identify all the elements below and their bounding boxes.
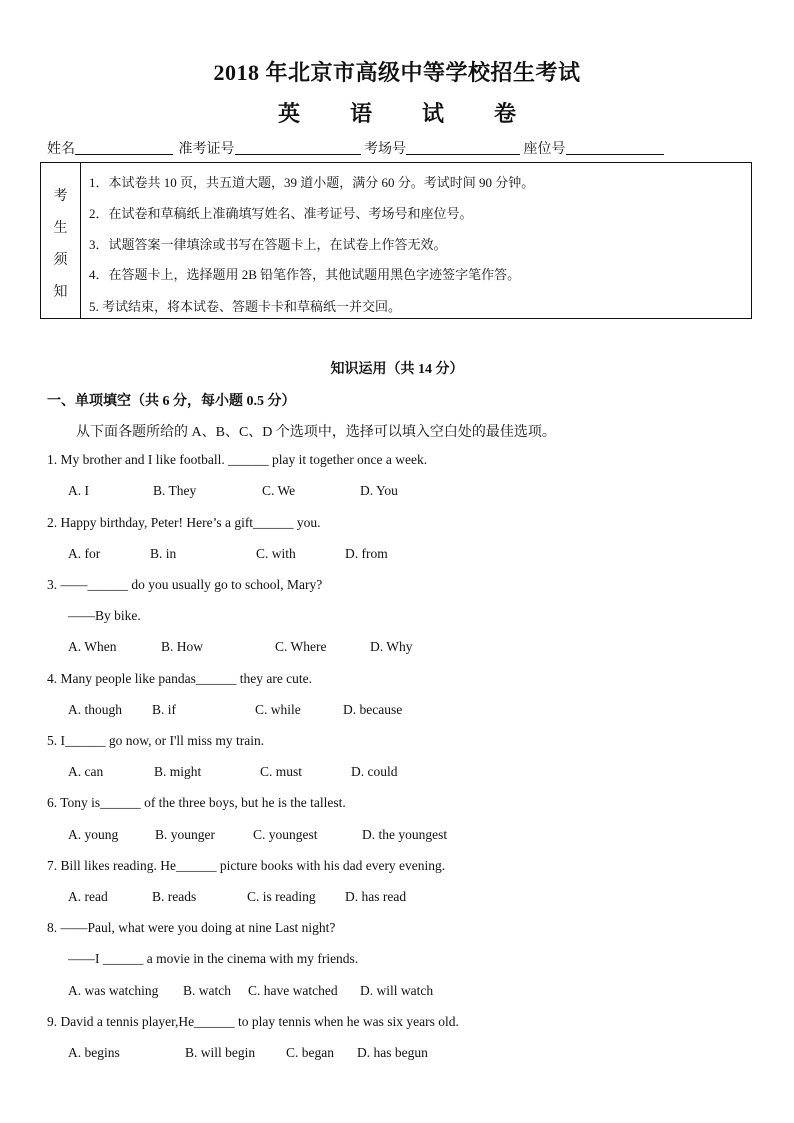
option-a: A. for: [68, 546, 101, 561]
option-a: A. When: [68, 639, 117, 654]
option-d: D. You: [360, 483, 398, 498]
question-stem: 3. ——______ do you usually go to school, Mary?: [47, 577, 323, 592]
option-c: C. We: [262, 483, 296, 498]
option-a: A. can: [68, 764, 104, 779]
notice-line: 4．在答题卡上，选择题用 2B 铅笔作答，其他试题用黑色字迹签字笔作答。: [89, 267, 521, 282]
option-b: B. How: [161, 639, 204, 654]
exam-title: 2018 年北京市高级中等学校招生考试: [213, 60, 581, 85]
option-c: C. Where: [275, 639, 327, 654]
option-c: C. is reading: [247, 889, 316, 904]
option-d: D. will watch: [360, 983, 434, 998]
option-b: B. might: [154, 764, 202, 779]
option-a: A. read: [68, 889, 108, 904]
instruction-text: 从下面各题所给的 A、B、C、D 个选项中，选择可以填入空白处的最佳选项。: [76, 425, 556, 440]
question-reply: ——By bike.: [68, 608, 141, 623]
option-d: D. Why: [370, 639, 413, 654]
option-c: C. must: [260, 764, 303, 779]
option-d: D. has begun: [357, 1045, 428, 1060]
subtitle-char: 试: [422, 101, 445, 126]
ticket-blank: [235, 140, 361, 155]
option-a: A. was watching: [68, 983, 159, 998]
option-d: D. has read: [345, 889, 407, 904]
option-c: C. youngest: [253, 827, 318, 842]
question-stem: 8. ——Paul, what were you doing at nine Last night?: [47, 920, 336, 935]
option-a: A. young: [68, 827, 119, 842]
question-stem: 6. Tony is______ of the three boys, but he is the tallest.: [47, 795, 346, 810]
section-title: 知识运用（共 14 分）: [330, 362, 464, 377]
option-c: C. with: [256, 546, 296, 561]
notice-side-char: 考: [53, 189, 68, 204]
option-d: D. could: [351, 764, 398, 779]
option-b: B. if: [152, 702, 177, 717]
notice-side-char: 知: [53, 285, 68, 300]
option-b: B. in: [150, 546, 177, 561]
option-a: A. begins: [68, 1045, 120, 1060]
exam-subtitle: [0, 97, 794, 128]
part-title: 一、单项填空（共 6 分，每小题 0.5 分）: [47, 394, 296, 409]
room-blank: [406, 140, 520, 155]
ticket-label: 准考证号: [178, 142, 235, 157]
question-stem: 2. Happy birthday, Peter! Here’s a gift______ you.: [47, 515, 321, 530]
option-d: D. from: [345, 546, 388, 561]
question-stem: 7. Bill likes reading. He______ picture books with his dad every evening.: [47, 858, 446, 873]
notice-side-label: [41, 163, 81, 318]
option-b: B. younger: [155, 827, 215, 842]
question-stem: 4. Many people like pandas______ they are cute.: [47, 671, 313, 686]
question-stem: 5. I______ go now, or I'll miss my train.: [47, 733, 265, 748]
notice-line: 1．本试卷共 10 页，共五道大题，39 道小题，满分 60 分。考试时间 90 分钟。: [89, 175, 535, 190]
option-b: B. watch: [183, 983, 231, 998]
subtitle-char: 英: [277, 101, 300, 126]
subtitle-char: 卷: [494, 101, 517, 126]
question-stem: 1. My brother and I like football. ______ play it together once a week.: [47, 452, 428, 467]
option-d: D. the youngest: [362, 827, 448, 842]
room-label: 考场号: [364, 142, 406, 157]
seat-blank: [566, 140, 664, 155]
option-b: B. reads: [152, 889, 197, 904]
option-a: A. though: [68, 702, 122, 717]
option-d: D. because: [343, 702, 403, 717]
name-label: 姓名: [47, 142, 75, 157]
question-reply: ——I ______ a movie in the cinema with my friends.: [68, 951, 359, 966]
option-b: B. will begin: [185, 1045, 256, 1060]
option-c: C. while: [255, 702, 301, 717]
notice-side-char: 生: [53, 221, 68, 236]
candidate-notice-box: [40, 162, 752, 319]
notice-side-char: 须: [53, 253, 68, 268]
candidate-info-line: [47, 138, 664, 158]
option-b: B. They: [153, 483, 197, 498]
subtitle-char: 语: [349, 101, 372, 126]
option-c: C. began: [286, 1045, 334, 1060]
option-a: A. I: [68, 483, 89, 498]
notice-line: 5. 考试结束，将本试卷、答题卡卡和草稿纸一并交回。: [89, 299, 402, 314]
question-stem: 9. David a tennis player,He______ to play tennis when he was six years old.: [47, 1014, 459, 1029]
name-blank: [75, 140, 173, 155]
notice-line: 3．试题答案一律填涂或书写在答题卡上，在试卷上作答无效。: [89, 237, 447, 252]
notice-line: 2．在试卷和草稿纸上准确填写姓名、准考证号、考场号和座位号。: [89, 206, 473, 221]
seat-label: 座位号: [523, 142, 566, 157]
option-c: C. have watched: [248, 983, 338, 998]
